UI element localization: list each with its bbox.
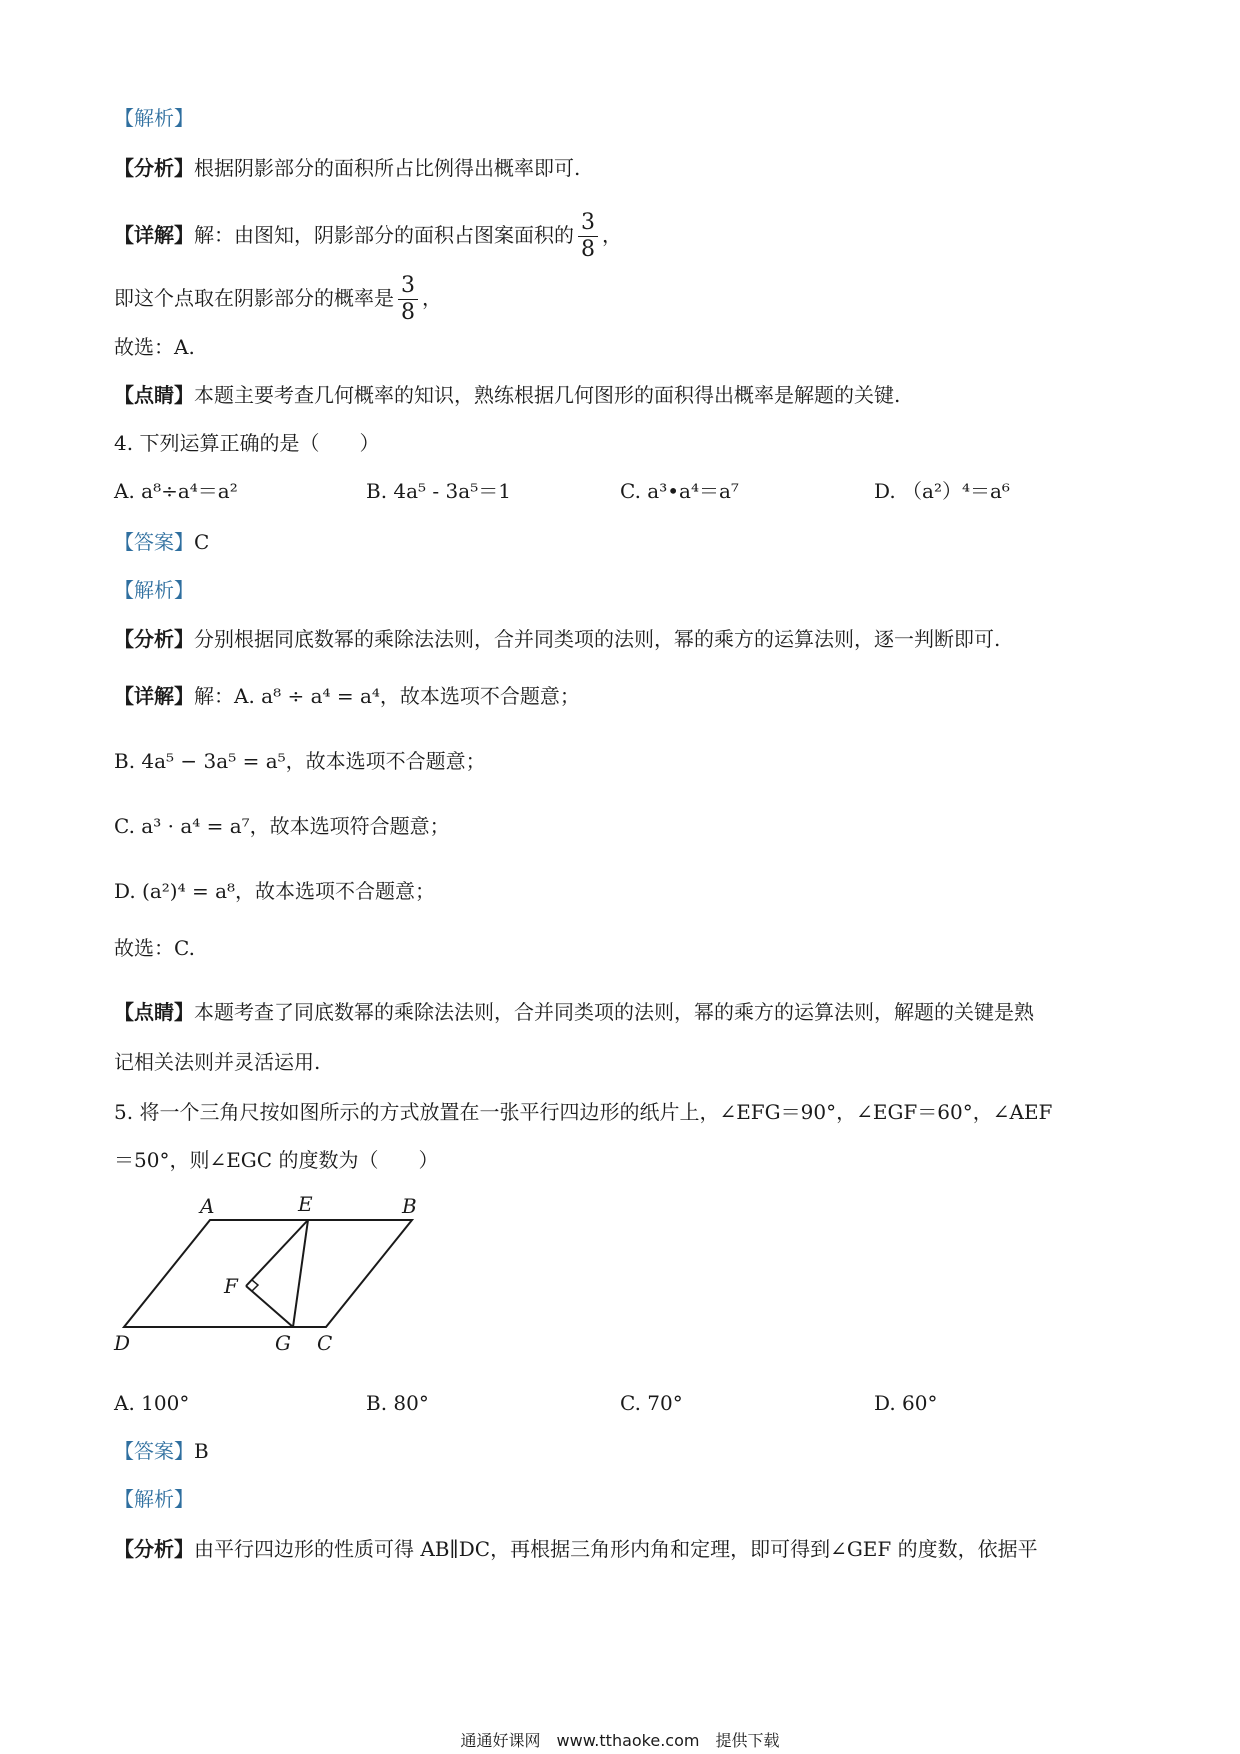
q5-option-a: A. 100° <box>114 1391 190 1415</box>
q4-detail-b: B. 4a⁵ − 3a⁵ = a⁵，故本选项不合题意； <box>114 749 486 773</box>
q4-comment: 【点睛】本题考查了同底数幂的乘除法法则，合并同类项的法则，幂的乘方的运算法则，解题的关键是熟 <box>114 1000 1034 1024</box>
q3-jiexi-tag: 【解析】 <box>114 106 194 130</box>
q4-option-d: D. （a²）⁴＝a⁶ <box>874 479 1010 503</box>
q4-answer: 【答案】C <box>114 530 210 554</box>
label-g: G <box>275 1331 291 1355</box>
q4-jiexi-tag: 【解析】 <box>114 578 194 602</box>
label-b: B <box>402 1194 417 1218</box>
q5-option-b: B. 80° <box>366 1391 429 1415</box>
q4-option-c: C. a³•a⁴＝a⁷ <box>620 479 739 503</box>
page-footer: 通通好课网 www.tthaoke.com 提供下载 <box>460 1731 780 1750</box>
q5-option-c: C. 70° <box>620 1391 683 1415</box>
q4-choice: 故选：C. <box>114 936 195 960</box>
segment-ef <box>246 1220 308 1286</box>
parallelogram-figure <box>112 1193 442 1358</box>
q5-stem: 5. 将一个三角尺按如图所示的方式放置在一张平行四边形的纸片上，∠EFG＝90°，∠EGF＝60°，∠AEF <box>114 1100 1053 1124</box>
q4-detail-d: D. (a²)⁴ = a⁸，故本选项不合题意； <box>114 879 436 903</box>
q3-comment: 【点睛】本题主要考查几何概率的知识，熟练根据几何图形的面积得出概率是解题的关键. <box>114 383 901 407</box>
q4-option-a: A. a⁸÷a⁴＝a² <box>114 479 238 503</box>
q3-detail: 【详解】解：由图知，阴影部分的面积占图案面积的 $\frac{3}{8}$ ， <box>114 210 622 262</box>
q5-stem-line2: ＝50°，则∠EGC 的度数为（ ） <box>114 1148 439 1172</box>
q5-analysis: 【分析】由平行四边形的性质可得 AB∥DC，再根据三角形内角和定理，即可得到∠GEF 的度数，依据平 <box>114 1537 1038 1561</box>
fraction: $\frac{3}{8}$ <box>578 210 598 263</box>
q5-jiexi-tag: 【解析】 <box>114 1487 194 1511</box>
fraction: $\frac{3}{8}$ <box>398 273 418 326</box>
q4-analysis: 【分析】分别根据同底数幂的乘除法法则，合并同类项的法则，幂的乘方的运算法则，逐一判断即可. <box>114 627 1001 651</box>
q4-stem: 4. 下列运算正确的是（ ） <box>114 431 380 455</box>
q5-option-d: D. 60° <box>874 1391 938 1415</box>
q4-comment-line2: 记相关法则并灵活运用. <box>114 1050 321 1074</box>
right-angle-mark <box>252 1280 258 1291</box>
label-e: E <box>298 1193 313 1216</box>
label-d: D <box>114 1331 131 1355</box>
segment-eg <box>293 1220 308 1327</box>
parallelogram-abcd <box>124 1220 412 1327</box>
q4-detail-a: 【详解】解：A. a⁸ ÷ a⁴ = a⁴，故本选项不合题意； <box>114 684 580 708</box>
q3-choice: 故选：A. <box>114 335 195 359</box>
segment-fg <box>246 1286 293 1327</box>
label-c: C <box>317 1331 333 1355</box>
q5-answer: 【答案】B <box>114 1439 209 1463</box>
label-f: F <box>224 1274 238 1298</box>
q3-detail-line2: 即这个点取在阴影部分的概率是 $\frac{3}{8}$ ， <box>114 273 442 325</box>
q4-detail-c: C. a³ · a⁴ = a⁷，故本选项符合题意； <box>114 814 450 838</box>
label-a: A <box>200 1194 215 1218</box>
q4-option-b: B. 4a⁵ - 3a⁵＝1 <box>366 479 511 503</box>
q3-analysis: 【分析】根据阴影部分的面积所占比例得出概率即可. <box>114 156 581 180</box>
